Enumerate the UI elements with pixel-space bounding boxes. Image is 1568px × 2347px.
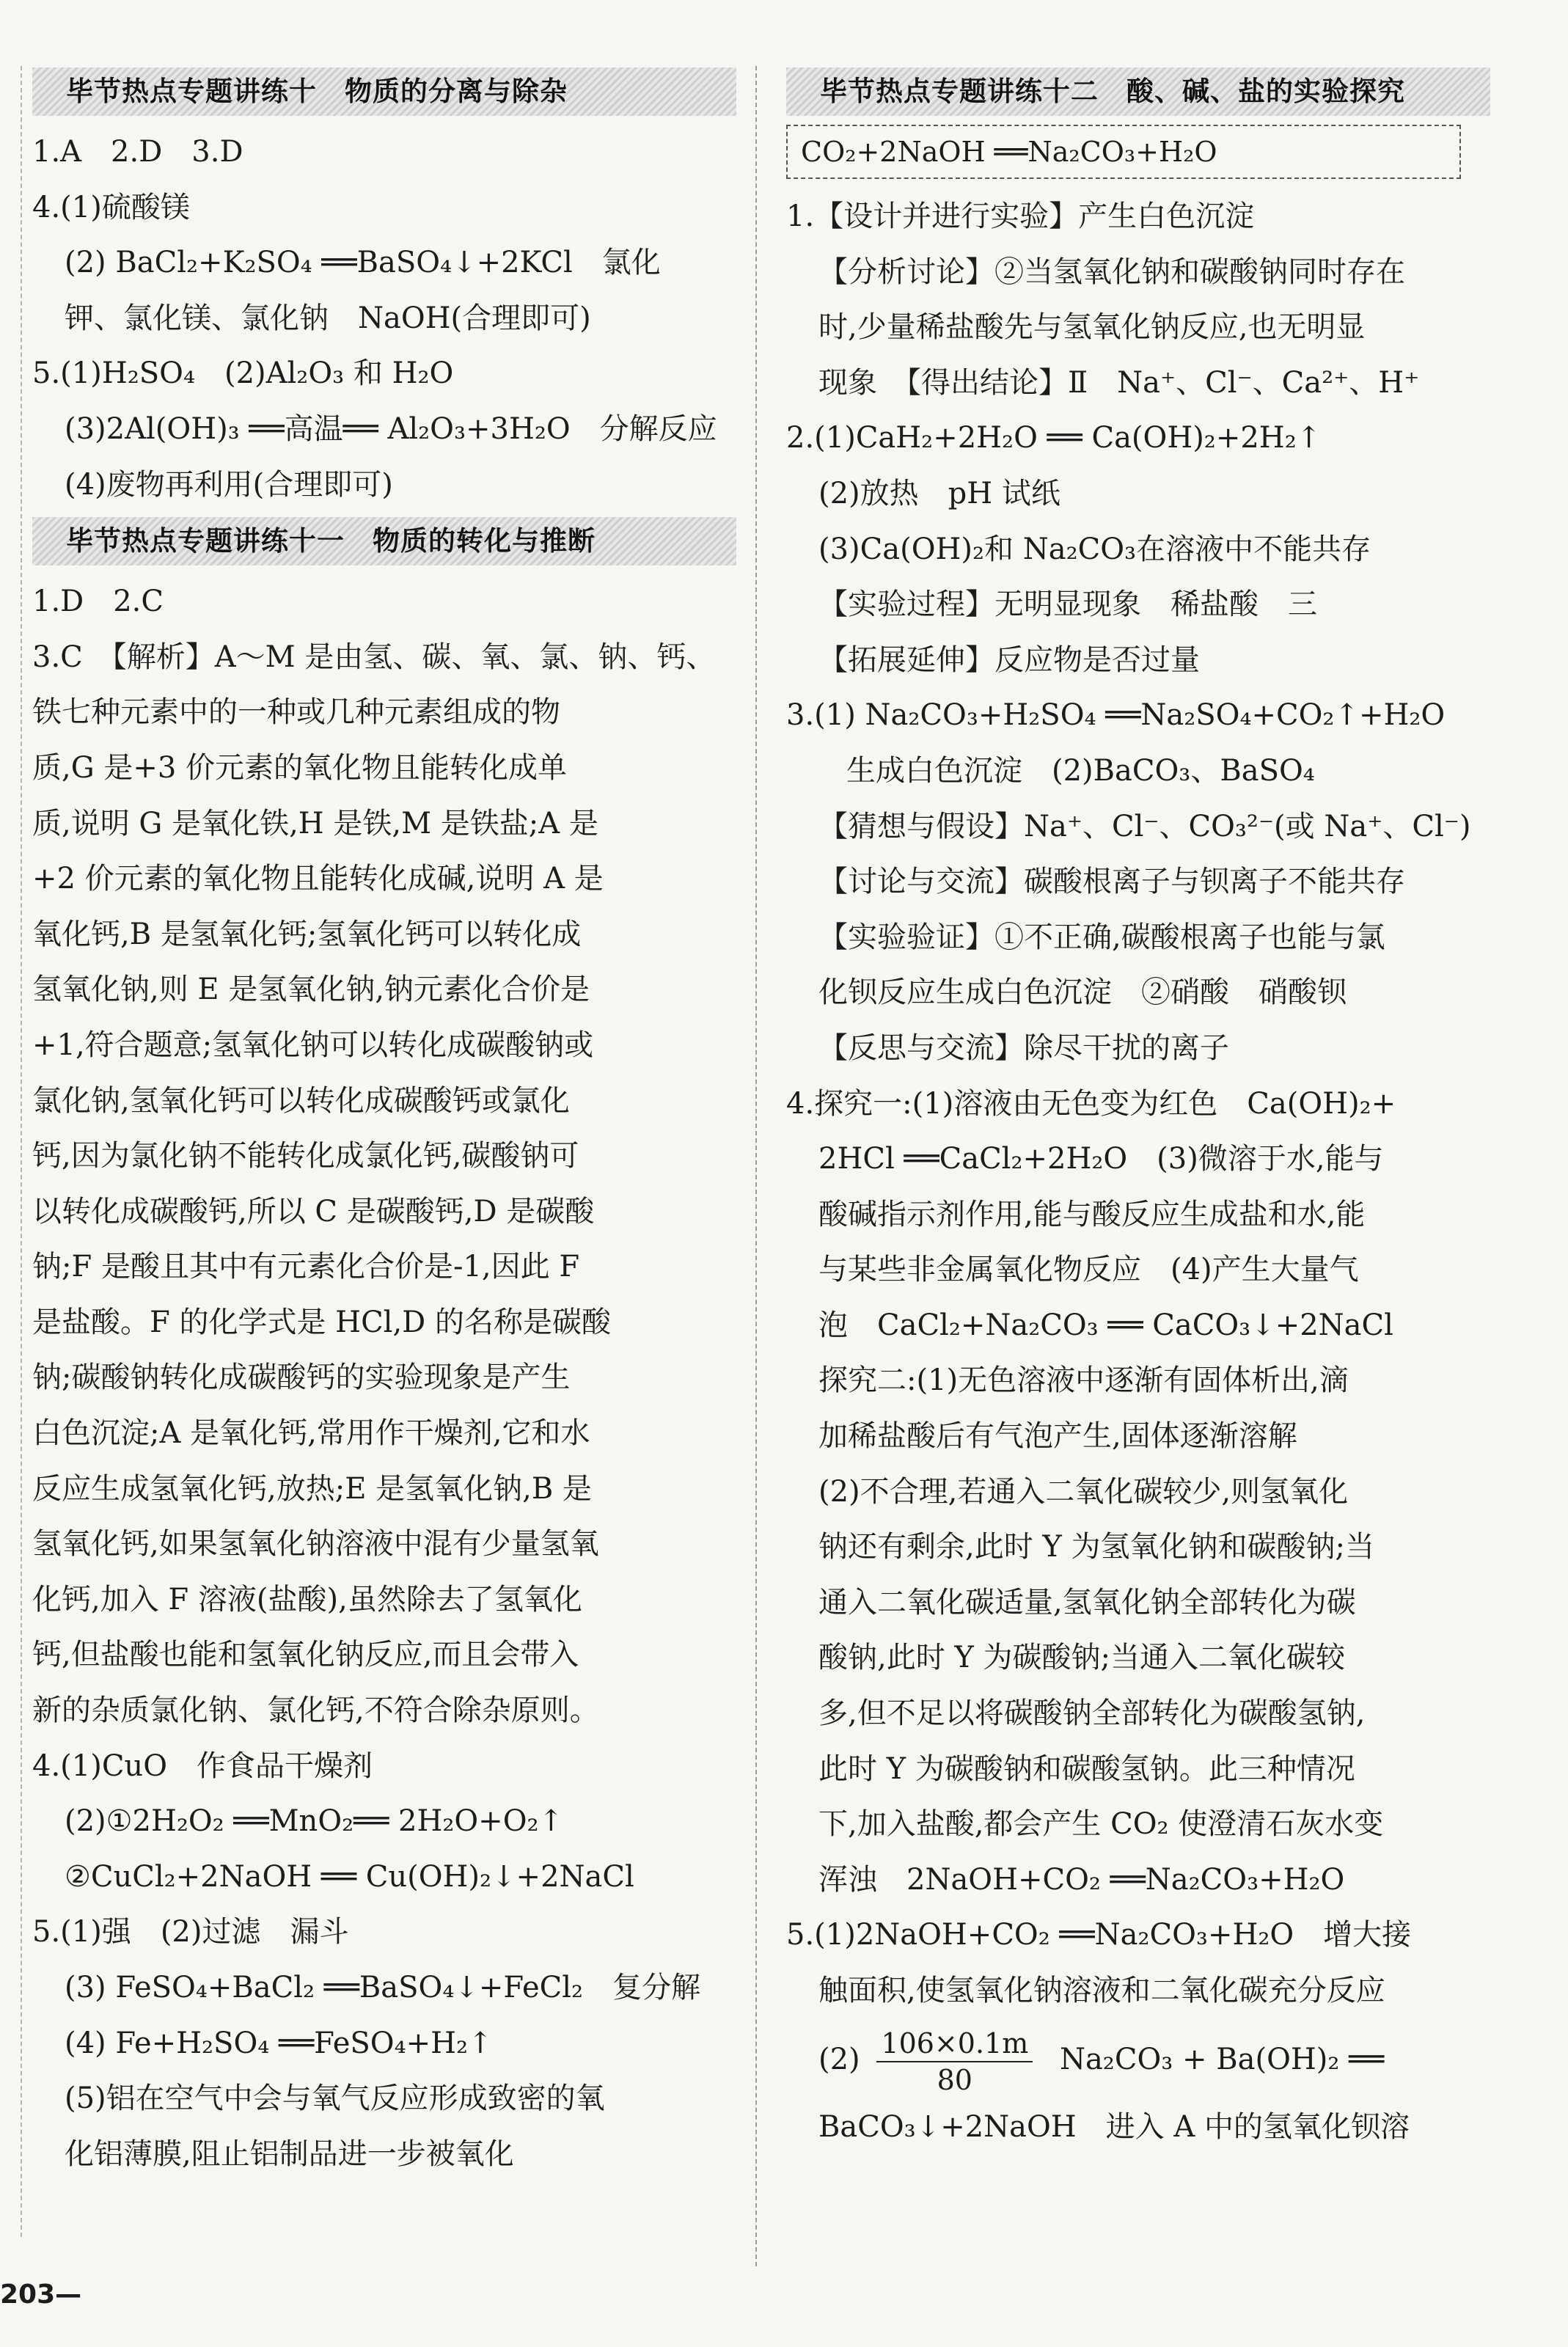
answer-line: 【讨论与交流】碳酸根离子与钡离子不能共存	[818, 865, 1405, 899]
answer-line: 钙,因为氯化钠不能转化成氯化钙,碳酸钠可	[32, 1139, 579, 1174]
answer-line: 酸碱指示剂作用,能与酸反应生成盐和水,能	[818, 1197, 1366, 1231]
answer-line: 化钙,加入 F 溶液(盐酸),虽然除去了氢氧化	[32, 1582, 582, 1616]
answer-line: 氯化钠,氢氧化钙可以转化成碳酸钙或氯化	[32, 1083, 570, 1118]
fraction-equation: Na₂CO₃ + Ba(OH)₂ ══	[1059, 2042, 1385, 2076]
answer-line: 1.【设计并进行实验】产生白色沉淀	[786, 199, 1255, 233]
answer-line: 5.(1)H₂SO₄ (2)Al₂O₃ 和 H₂O	[32, 356, 454, 391]
answer-line: 现象 【得出结论】Ⅱ Na⁺、Cl⁻、Ca²⁺、H⁺	[818, 365, 1420, 400]
answer-line: 多,但不足以将碳酸钠全部转化为碳酸氢钠,	[818, 1696, 1366, 1731]
answer-line: 酸钠,此时 Y 为碳酸钠;当通入二氧化碳较	[818, 1641, 1346, 1675]
answer-line: 氢氧化钠,则 E 是氢氧化钠,钠元素化合价是	[32, 973, 590, 1007]
answer-line: 钠;F 是酸且其中有元素化合价是-1,因此 F	[32, 1250, 580, 1284]
answer-line: 触面积,使氢氧化钠溶液和二氧化碳充分反应	[818, 1974, 1385, 2007]
answer-line: 【实验验证】①不正确,碳酸根离子也能与氯	[818, 920, 1385, 954]
section-title-12: 毕节热点专题讲练十二 酸、碱、盐的实验探究	[786, 67, 1490, 116]
answer-line: 此时 Y 为碳酸钠和碳酸氢钠。此三种情况	[818, 1751, 1355, 1786]
answer-line: 白色沉淀;A 是氧化钙,常用作干燥剂,它和水	[32, 1416, 590, 1451]
answer-line: 5.(1)强 (2)过滤 漏斗	[32, 1915, 349, 1949]
answer-line: 钠还有剩余,此时 Y 为氢氧化钠和碳酸钠;当	[818, 1530, 1375, 1564]
answer-line: 4.(1)硫酸镁	[32, 190, 190, 224]
answer-line: 新的杂质氯化钠、氯化钙,不符合除杂原则。	[32, 1694, 599, 1728]
answer-line: (3)2Al(OH)₃ ══高温══ Al₂O₃+3H₂O 分解反应	[65, 411, 717, 446]
answer-line: BaCO₃↓+2NaOH 进入 A 中的氢氧化钡溶	[818, 2109, 1410, 2144]
left-margin-rule	[21, 66, 22, 2237]
section-title-10: 毕节热点专题讲练十 物质的分离与除杂	[32, 67, 736, 116]
answer-line: 氢氧化钙,如果氢氧化钠溶液中混有少量氢氧	[32, 1527, 599, 1561]
answer-line: 5.(1)2NaOH+CO₂ ══Na₂CO₃+H₂O 增大接	[786, 1918, 1412, 1952]
answer-line: 钠;碳酸钠转化成碳酸钙的实验现象是产生	[32, 1361, 571, 1395]
answer-line: (3) FeSO₄+BaCl₂ ══BaSO₄↓+FeCl₂ 复分解	[65, 1971, 701, 2004]
answer-line: 1.A 2.D 3.D	[32, 135, 243, 169]
answer-line: 3.C 【解析】A～M 是由氢、碳、氧、氯、钠、钙、	[32, 640, 716, 674]
answer-line: 氧化钙,B 是氢氧化钙;氢氧化钙可以转化成	[32, 917, 582, 951]
answer-line: 化钡反应生成白色沉淀 ②硝酸 硝酸钡	[818, 975, 1347, 1010]
answer-line: 【分析讨论】②当氢氧化钠和碳酸钠同时存在	[818, 255, 1405, 289]
answer-line: 【拓展延伸】反应物是否过量	[818, 642, 1200, 677]
answer-line: 质,G 是+3 价元素的氧化物且能转化成单	[32, 750, 568, 785]
answer-line: +1,符合题意;氢氧化钠可以转化成碳酸钠或	[32, 1028, 594, 1062]
answer-line: 生成白色沉淀 (2)BaCO₃、BaSO₄	[846, 753, 1315, 788]
answer-line: 化铝薄膜,阻止铝制品进一步被氧化	[65, 2137, 514, 2171]
answer-line: (2) BaCl₂+K₂SO₄ ══BaSO₄↓+2KCl 氯化	[65, 246, 661, 280]
answer-line: 泡 CaCl₂+Na₂CO₃ ══ CaCO₃↓+2NaCl	[818, 1308, 1393, 1342]
answer-line: 4.探究一:(1)溶液由无色变为红色 Ca(OH)₂+	[786, 1086, 1396, 1121]
answer-line: 【猜想与假设】Na⁺、Cl⁻、CO₃²⁻(或 Na⁺、Cl⁻)	[818, 809, 1471, 843]
boxed-equation: CO₂+2NaOH ══Na₂CO₃+H₂O	[786, 125, 1461, 179]
answer-line: (4) Fe+H₂SO₄ ══FeSO₄+H₂↑	[65, 2026, 493, 2060]
answer-line: 与某些非金属氧化物反应 (4)产生大量气	[818, 1253, 1359, 1287]
answer-line: +2 价元素的氧化物且能转化成碱,说明 A 是	[32, 862, 604, 896]
answer-line: (3)Ca(OH)₂和 Na₂CO₃在溶液中不能共存	[818, 532, 1371, 566]
section-title-11: 毕节热点专题讲练十一 物质的转化与推断	[32, 517, 736, 565]
answer-line: (5)铝在空气中会与氧气反应形成致密的氧	[65, 2081, 605, 2116]
fraction	[876, 2026, 1033, 2098]
answer-line: ②CuCl₂+2NaOH ══ Cu(OH)₂↓+2NaCl	[65, 1859, 634, 1894]
answer-line: 钾、氯化镁、氯化钠 NaOH(合理即可)	[65, 301, 591, 335]
answer-line: 3.(1) Na₂CO₃+H₂SO₄ ══Na₂SO₄+CO₂↑+H₂O	[786, 698, 1446, 733]
column-divider	[755, 66, 757, 2266]
fraction-numerator: 106×0.1m	[876, 2026, 1033, 2062]
answer-line: 【实验过程】无明显现象 稀盐酸 三	[818, 587, 1317, 622]
fraction-denominator: 80	[937, 2063, 972, 2096]
answer-line: 2HCl ══CaCl₂+2H₂O (3)微溶于水,能与	[818, 1142, 1384, 1176]
answer-line: 【反思与交流】除尽干扰的离子	[818, 1030, 1229, 1065]
answer-line: 4.(1)CuO 作食品干燥剂	[32, 1749, 373, 1783]
answer-line: 时,少量稀盐酸先与氢氧化钠反应,也无明显	[818, 310, 1366, 345]
answer-line: 铁七种元素中的一种或几种元素组成的物	[32, 695, 560, 730]
answer-line: 2.(1)CaH₂+2H₂O ══ Ca(OH)₂+2H₂↑	[786, 421, 1322, 455]
answer-line: 是盐酸。F 的化学式是 HCl,D 的名称是碳酸	[32, 1305, 611, 1339]
answer-line: (2)放热 pH 试纸	[818, 476, 1060, 510]
answer-line: 加稀盐酸后有气泡产生,固体逐渐溶解	[818, 1419, 1297, 1454]
answer-line: (2)不合理,若通入二氧化碳较少,则氢氧化	[818, 1474, 1349, 1509]
fraction-prefix: (2)	[818, 2042, 860, 2076]
answer-line: 通入二氧化碳适量,氢氧化钠全部转化为碳	[818, 1585, 1356, 1619]
answer-line: 钙,但盐酸也能和氢氧化钠反应,而且会带入	[32, 1638, 579, 1672]
answer-line: 质,说明 G 是氧化铁,H 是铁,M 是铁盐;A 是	[32, 806, 598, 841]
answer-line: 以转化成碳酸钙,所以 C 是碳酸钙,D 是碳酸	[32, 1194, 595, 1229]
fraction-line	[786, 2019, 1490, 2100]
page-number: 203—	[0, 2280, 82, 2310]
answer-line: (2)①2H₂O₂ ══MnO₂══ 2H₂O+O₂↑	[65, 1804, 564, 1839]
answer-line: (4)废物再利用(合理即可)	[65, 467, 393, 502]
answer-line: 反应生成氢氧化钙,放热;E 是氢氧化钠,B 是	[32, 1471, 592, 1506]
answer-line: 探究二:(1)无色溶液中逐渐有固体析出,滴	[818, 1363, 1349, 1398]
answer-line: 下,加入盐酸,都会产生 CO₂ 使澄清石灰水变	[818, 1807, 1384, 1842]
answer-line: 浑浊 2NaOH+CO₂ ══Na₂CO₃+H₂O	[818, 1862, 1345, 1897]
left-column	[32, 67, 736, 2182]
answer-line: 1.D 2.C	[32, 585, 164, 619]
right-column	[786, 67, 1490, 2155]
